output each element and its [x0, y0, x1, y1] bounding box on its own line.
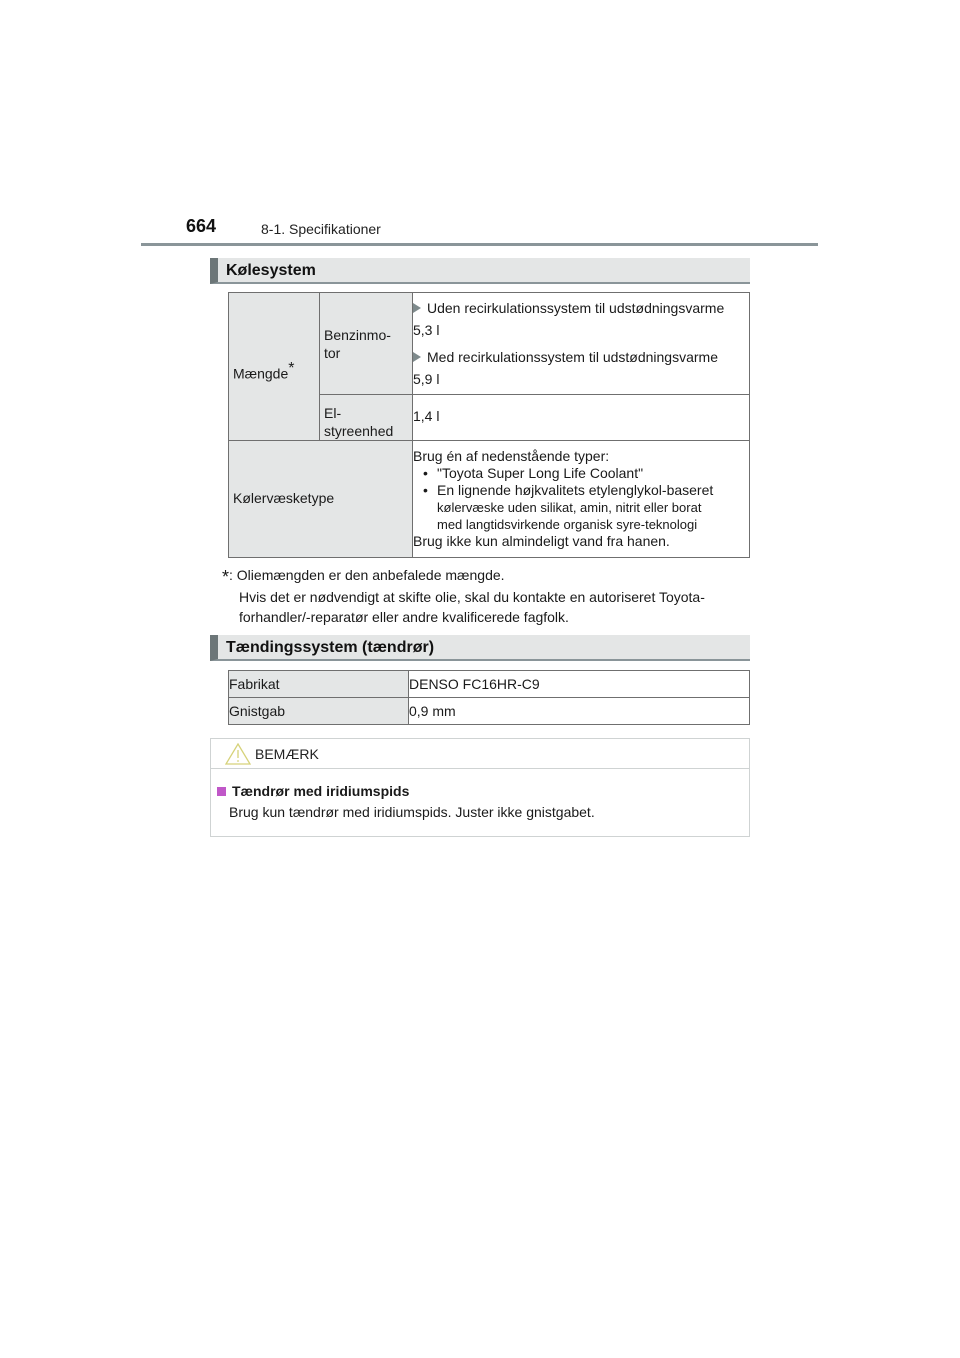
coolant-type-label: Kølervæsketype — [233, 490, 335, 506]
ignition-label: Fabrikat — [229, 671, 409, 698]
coolant-type-2a: En lignende højkvalitets etylenglykol-baseret — [437, 482, 714, 498]
engine-value-with: 5,9 l — [413, 371, 440, 387]
engine-option-without: Uden recirkulationssystem til udstødningsvarme — [427, 300, 725, 316]
triangle-bullet-icon — [413, 303, 421, 313]
table-row — [229, 698, 750, 725]
coolant-type-1: "Toyota Super Long Life Coolant" — [437, 465, 644, 481]
coolant-type-2c: med langtidsvirkende organisk syre-teknologi — [437, 517, 698, 532]
coolant-intro: Brug én af nedenstående typer: — [413, 448, 610, 464]
engine-values-cell — [413, 293, 750, 395]
ignition-value: 0,9 mm — [409, 698, 750, 725]
cooling-spec-table — [228, 292, 750, 558]
square-bullet-icon — [217, 787, 226, 796]
engine-label: Benzinmo- tor — [324, 327, 391, 361]
notice-box — [210, 738, 750, 837]
warning-triangle-icon — [225, 743, 251, 765]
bullet-dot: • — [423, 465, 428, 481]
notice-heading: BEMÆRK — [255, 745, 319, 762]
header-divider — [141, 243, 818, 246]
triangle-bullet-icon — [413, 352, 421, 362]
coolant-warning: Brug ikke kun almindeligt vand fra hanen. — [413, 533, 670, 549]
coolant-type-value-cell — [413, 441, 750, 558]
table-row — [229, 671, 750, 698]
control-unit-value: 1,4 l — [413, 408, 440, 424]
engine-label-cell — [320, 293, 413, 395]
ignition-label: Gnistgab — [229, 698, 409, 725]
ignition-section-heading: Tændingssystem (tændrør) — [210, 635, 750, 661]
notice-title: Tændrør med iridiumspids — [232, 783, 410, 799]
engine-option-with: Med recirkulationssystem til udstødningsvarme — [427, 349, 718, 365]
footnote-mark: * — [288, 360, 295, 377]
coolant-type-2b: kølervæske uden silikat, amin, nitrit eller borat — [437, 500, 702, 515]
control-unit-value-cell — [413, 395, 750, 441]
footnote-star: * — [222, 567, 230, 587]
section-title: 8-1. Specifikationer — [261, 221, 381, 237]
coolant-type-label-cell — [229, 441, 413, 558]
control-unit-label-cell — [320, 395, 413, 441]
footnote-line-2: Hvis det er nødvendigt at skifte olie, skal du kontakte en autoriseret Toyota- — [239, 589, 705, 605]
ignition-value: DENSO FC16HR-C9 — [409, 671, 750, 698]
oil-footnote — [222, 565, 752, 627]
footnote-line-3: forhandler/-reparatør eller andre kvalificerede fagfolk. — [239, 609, 569, 625]
bullet-dot: • — [423, 482, 428, 498]
notice-text: Brug kun tændrør med iridiumspids. Juster ikke gnistgabet. — [229, 804, 595, 820]
page-number: 664 — [186, 216, 217, 236]
quantity-label-cell — [229, 293, 320, 441]
control-unit-label: El- styreenhed — [324, 405, 394, 439]
engine-value-without: 5,3 l — [413, 322, 440, 338]
quantity-label: Mængde — [233, 365, 289, 382]
cooling-section-heading: Kølesystem — [210, 258, 750, 284]
ignition-spec-table — [228, 670, 750, 725]
footnote-line-1: : Oliemængden er den anbefalede mængde. — [229, 567, 505, 583]
